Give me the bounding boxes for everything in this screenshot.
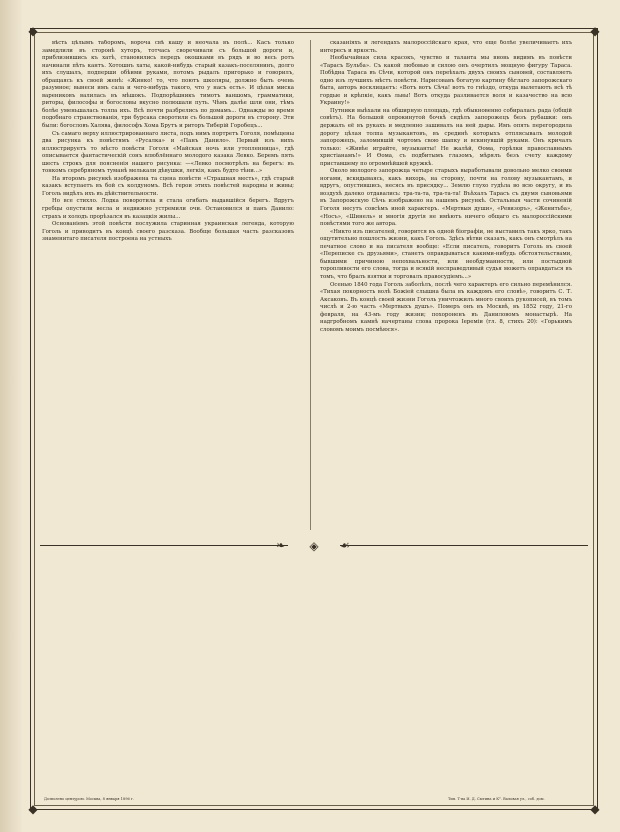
- corner-ornament-icon: ◆: [28, 24, 38, 38]
- paragraph: На второмъ рисункѣ изображена та сцена повѣсти «Страшная месть», гдѣ старый казакъ вступаетъ въ бой съ колдуномъ. Всѣ герои этихъ повѣстей народны и живы; Гоголь видѣлъ ихъ въ дѣйствительности.: [42, 175, 294, 197]
- text-column-left: [42, 40, 294, 498]
- paragraph: «Никто изъ писателей, говорится въ одной біографіи, не выставилъ такъ ярко, такъ ощутительно пошлость жизни, какъ Гоголь. Здѣсь вѣтви сказать, какъ онъ смотрѣлъ на печатное слово и на писателя вообще: «Если писатель, говоритъ Гоголь въ своей «Переписке съ друзьями», станетъ оправдываться какими-нибудь обстоятельствами, бывшими причиною непохвальности, или необдуманности, или постыдной торопливости его слова, тогда и всякій несправедливый судья можетъ оправдаться въ томъ, что бралъ взятки и торговалъ правосудіемъ...»: [320, 228, 572, 280]
- divider-line: [340, 545, 588, 546]
- paragraph: Съ самаго верху иллюстрированнаго листа, подъ нимъ портретъ Гоголя, помѣщены два рисунка къ повѣстямъ «Русалка» и «Панъ Данило». Первый изъ нихъ иллюстрируетъ то мѣсто повѣсти Гоголя «Майская ночь или утопленница», гдѣ описывается фантастическій сонъ влюблённаго молодого казака Левко. Беремъ пять шесть строкъ для поясненія нашего рисунка: —«Левко посмотрѣлъ на берегъ: въ тонкомъ серебряномъ туманѣ мелькали дѣвушки, легкія, какъ будто тѣни...»: [42, 130, 294, 175]
- divider-line: [40, 545, 288, 546]
- column-divider: [310, 40, 311, 530]
- paragraph: Необычайная сила красокъ, чувство и таланта мы вновь видимъ въ повѣсти «Тарасъ Бульба». Съ какой любовью и силою онъ очертилъ мощную фигуру Тараса. Побѣдна Тараса въ Сѣчи, которой онъ переѣхалъ двухъ своихъ сыновей, составляетъ одно изъ лучшихъ мѣстъ повѣсти. Нарисовавъ богатую картину бѣглаго запорожскаго быта, авторъ восклицаетъ: «Вотъ вотъ Сѣча! вотъ то гнѣздо, откуда вылетаютъ всѣ тѣ гордые и крѣпкіе, какъ львы! Вотъ откуда разливается воля и казачество на всю Украину!»: [320, 55, 572, 107]
- corner-ornament-icon: ◆: [590, 802, 600, 816]
- text-column-right: [320, 40, 572, 532]
- paragraph: сказаніяхъ и легендахъ малороссійскаго края, что еще болѣе увеличиваетъ ихъ интересъ и яркость.: [320, 40, 572, 54]
- censorship-note: Дозволено цензурою. Москва, 8 января 1896 г.: [44, 797, 134, 801]
- paragraph: Но все стихло. Лодка поворотила и стала огибать выдавшійся берегъ. Вдругъ гребцы опустили весла и недвижно устремили очи. Остановился и панъ Данило: страхъ и холодъ прорѣзался въ казацкія жилы...: [42, 198, 294, 220]
- scroll-ornament-icon: [340, 539, 350, 553]
- printer-imprint: Тип. Т-ва И. Д. Сытина и К°. Валовая ул., соб. дом.: [448, 797, 545, 801]
- corner-ornament-icon: ◆: [28, 802, 38, 816]
- ornamental-divider: [40, 538, 588, 554]
- paragraph: Осенью 1840 года Гоголь заболѣлъ, послѣ чего характеръ его сильно перемѣнился. «Тихая покорность волѣ Божіей слышна была въ каждомъ его словѣ», говоритъ С. Т. Аксаковъ. Въ концѣ своей жизни Гоголь уничтожилъ много своихъ рукописей, въ томъ числѣ и 2-ю часть «Мертвыхъ душъ». Померъ онъ въ Москвѣ, въ 1852 году, 21-го февраля, на 43-мъ году жизни; похороненъ въ Даниловомъ монастырѣ. На надгробномъ камнѣ начертаны слова пророка Іереміи (гл. 8, стихъ 20): «Горькимъ словомъ моимъ посмѣюся».: [320, 281, 572, 333]
- scroll-ornament-icon: ❧: [276, 539, 286, 552]
- paragraph: Около молодого запорожца четыре старыхъ выработывали довольно мелко своими ногами, вскидываясь, какъ вихорь, на сторону, почти на голову музыкантамъ, и вдругъ, опустившись, несясь въ присядку... Землю глухо гудѣла во всю округу, и въ воздухѣ далеко отдавались: тра-та-та, тра-та-та! Въѣхалъ Тарасъ съ двумя сыновьями въ Запорожскую Сѣчь изображено на нашемъ рисункѣ. Остальныя части сочиненій Гоголя несутъ совсѣмъ иной характеръ. «Мертвыя души», «Ревизоръ», «Женитьба», «Носъ», «Шинель» и многія другія не имѣютъ ничего общаго съ малороссійскими повѣстями того же автора.: [320, 168, 572, 228]
- paragraph: вѣсть цѣлымъ таборомъ, вороча свѣ кашу и неочала въ полѣ... Касъ только замедлили въ сторонѣ хуторъ, тотчась своречивали съ большой дороги и, приблизившись къ хатѣ, становились передъ окошками въ рядъ и во весь ротъ начинали пѣть кантъ. Хотошнъ хаты, какой-нибудь старый казакъ-поселянинъ, долго ихъ слушалъ, подперши обѣими руками, потомъ рыдалъ пригорько и говорилъ, обращаясь къ своей женѣ: «Жинко! то, что поютъ школяры, должно быть очень разумное; вынеси имъ сала и чего-нибудь такого, что у насъ есть». И цѣлая миска варениковъ валилась въ мѣшокъ. Подпорѣшникъ тимотъ ваншомъ, грамматики, риторы, философы и богословы вкусно полюшали путь. Чѣмъ далѣе шли они, тѣмъ болѣе уменьшалась толпа ихъ. Всѣ почти разбрелись по домамъ... Однажды во время подобнаго странствованія, три бурсака своротили съ большой дороги въ сторону. Эти были: богословъ Халява, философъ Хома Брутъ и риторъ Тиберій Горобецъ...: [42, 40, 294, 130]
- paragraph: Путники выѣхали на обширную площадь, гдѣ обыкновенно собиралась рада (общій совѣтъ). На большой опрокинутой бочкѣ сидѣлъ запорожецъ безъ рубашки: онъ держалъ её въ рукахъ и медленно зашивалъ на ней дыры. Имъ опять перегородила дорогу цѣлая толпа музыкантовъ, въ срединѣ которыхъ отплясывалъ молодой запорожецъ, заломившій чортомъ свою шапку и вскинувшій руками. Онъ кричалъ только: «Живѣе играйте, музыканты! Не жалѣй, Ѳома, горѣлки православнымъ христіанамъ!» И Ѳома, съ подбитымъ глазомъ, мѣрялъ безъ счету каждому приставшему по огромнѣйшей кружкѣ.: [320, 107, 572, 167]
- paragraph: Основаніемъ этой повѣсти послужила старинная украинская легенда, которую Гоголь и приводитъ въ концѣ своего разсказа. Вообще большая часть разсказовъ знаменитаго писателя построена на устныхъ: [42, 221, 294, 243]
- diamond-ornament-icon: ◈: [309, 539, 319, 553]
- page-fold-shadow: [0, 0, 22, 832]
- corner-ornament-icon: ◆: [590, 24, 600, 38]
